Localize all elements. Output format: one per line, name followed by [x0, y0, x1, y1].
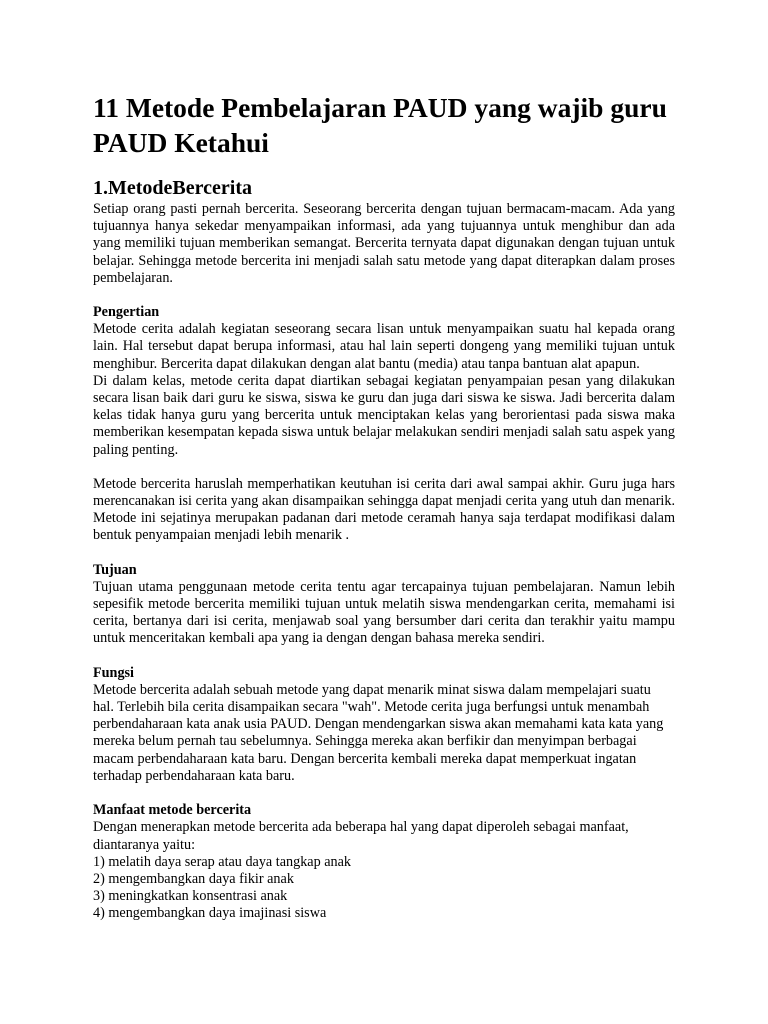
- list-item: 1) melatih daya serap atau daya tangkap anak: [93, 853, 352, 870]
- list-item: 4) mengembangkan daya imajinasi siswa: [93, 905, 327, 922]
- list-item: 3) meningkatkan konsentrasi anak: [93, 888, 288, 905]
- section-heading: 1.MetodeBercerita: [93, 177, 252, 199]
- pengertian-paragraph-3: Metode bercerita haruslah memperhatikan keutuhan isi cerita dari awal sampai akhir. Guru juga hars merencanakan isi cerita yang akan disampaikan sehingga dapat menjadi cerita yang utuh dan menarik. Metode ini sejatinya merupakan padanan dari metode ceramah hanya saja terdapat modifikasi dalam bentuk penyampaian menjadi lebih menarik .: [93, 475, 675, 544]
- list-item: 2) mengembangkan daya fikir anak: [93, 870, 294, 887]
- pengertian-heading: Pengertian: [93, 304, 160, 321]
- spacer: [93, 785, 675, 802]
- tujuan-paragraph: Tujuan utama penggunaan metode cerita tentu agar tercapainya tujuan pembelajaran. Namun lebih sepesifik metode bercerita memiliki tujuan untuk melatih siswa mendengarkan cerita, memahami isi cerita, bertanya dari isi cerita, menjawab soal yang bersumber dari cerita dan terakhir yaitu mampu untuk menceritakan kembali apa yang ia dengan dengan bahasa mereka sendiri.: [93, 578, 675, 647]
- pengertian-paragraph-1: Metode cerita adalah kegiatan seseorang secara lisan untuk menyampaikan suatu hal kepada orang lain. Hal tersebut dapat berupa informasi, atau hal lain seperti dongeng yang memiliki tujuan untuk menghibur. Bercerita dapat dilakukan dengan alat bantu (media) atau tanpa bantuan alat apapun.: [93, 321, 675, 372]
- pengertian-paragraph-2: Di dalam kelas, metode cerita dapat diartikan sebagai kegiatan penyampaian pesan yang dilakukan secara lisan baik dari guru ke siswa, siswa ke guru dan juga dari siswa ke siswa. Jadi bercerita dalam kelas tidak hanya guru yang bercerita untuk menciptakan kelas yang berorientasi pada siswa maka memberikan kesempatan kepada siswa untuk belajar melakukan sendiri menjadi salah satu aspek yang paling penting.: [93, 372, 675, 458]
- fungsi-paragraph: Metode bercerita adalah sebuah metode yang dapat menarik minat siswa dalam mempelajari suatu hal. Terlebih bila cerita disampaikan secara "wah". Metode cerita juga berfungsi untuk menambah perbendaharaan kata anak usia PAUD. Dengan mendengarkan siswa akan memahami kata kata yang mereka belum pernah tau sebelumnya. Sehingga mereka akan berfikir dan menyimpan berbagai macam perbendaharaan kata baru. Dengan bercerita kembali mereka dapat memperkuat ingatan terhadap perbendaharaan kata baru.: [93, 681, 664, 784]
- tujuan-heading: Tujuan: [93, 561, 137, 578]
- intro-paragraph: Setiap orang pasti pernah bercerita. Seseorang bercerita dengan tujuan bermacam-macam. Ada yang tujuannya hanya sekedar menyampaikan informasi, ada yang tujuannya untuk menghibur dan ada yang memiliki tujuan memberikan semangat. Bercerita ternyata dapat digunakan dengan tujuan untuk belajar. Sehingga metode bercerita ini menjadi salah satu metode yang dapat diterapkan dalam proses pembelajaran.: [93, 201, 675, 286]
- manfaat-heading: Manfaat metode bercerita: [93, 802, 252, 819]
- document-title: 11 Metode Pembelajaran PAUD yang wajib guru PAUD Ketahui: [93, 92, 667, 158]
- fungsi-heading: Fungsi: [93, 664, 135, 681]
- spacer: [93, 287, 675, 304]
- manfaat-list: [93, 854, 675, 923]
- spacer: [93, 648, 675, 665]
- spacer: [93, 459, 675, 476]
- manfaat-paragraph: Dengan menerapkan metode bercerita ada beberapa hal yang dapat diperoleh sebagai manfaat, diantaranya yaitu:: [93, 819, 629, 853]
- spacer: [93, 545, 675, 562]
